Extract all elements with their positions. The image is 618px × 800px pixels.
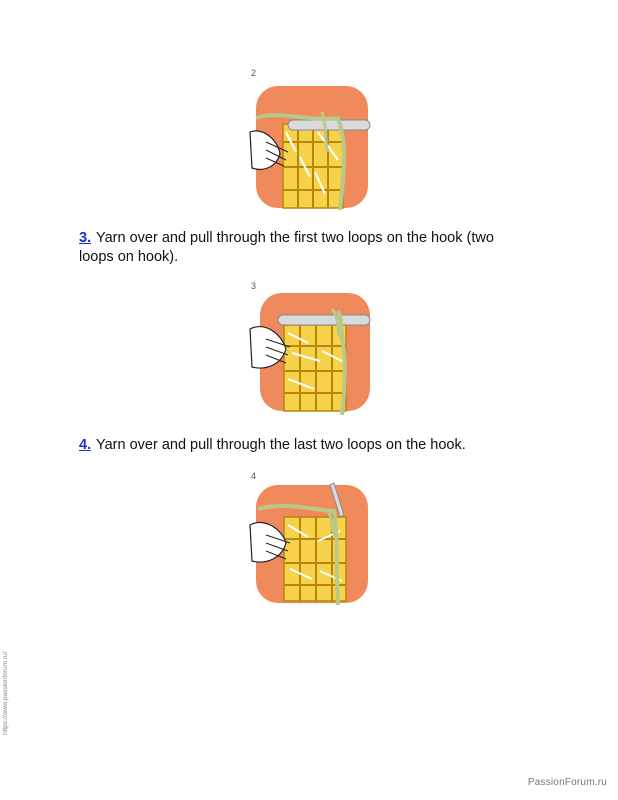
crochet-illustration	[248, 82, 373, 217]
step-text: Yarn over and pull through the last two loops on the hook.	[96, 437, 466, 453]
step-number-link[interactable]: 3.	[79, 230, 92, 246]
watermark: PassionForum.ru	[527, 777, 607, 788]
figure-number: 4	[251, 471, 257, 481]
step-number-link[interactable]: 4.	[79, 437, 92, 453]
side-url: https://www.passionforum.ru/	[2, 651, 9, 735]
figure-number: 3	[251, 281, 257, 291]
instruction-step-4	[79, 436, 529, 455]
crochet-illustration	[248, 481, 373, 616]
instruction-step-3	[79, 229, 529, 267]
step-text: Yarn over and pull through the first two loops on the hook (two loops on hook).	[79, 230, 494, 265]
figure-number: 2	[251, 68, 257, 78]
crochet-illustration	[248, 291, 373, 426]
